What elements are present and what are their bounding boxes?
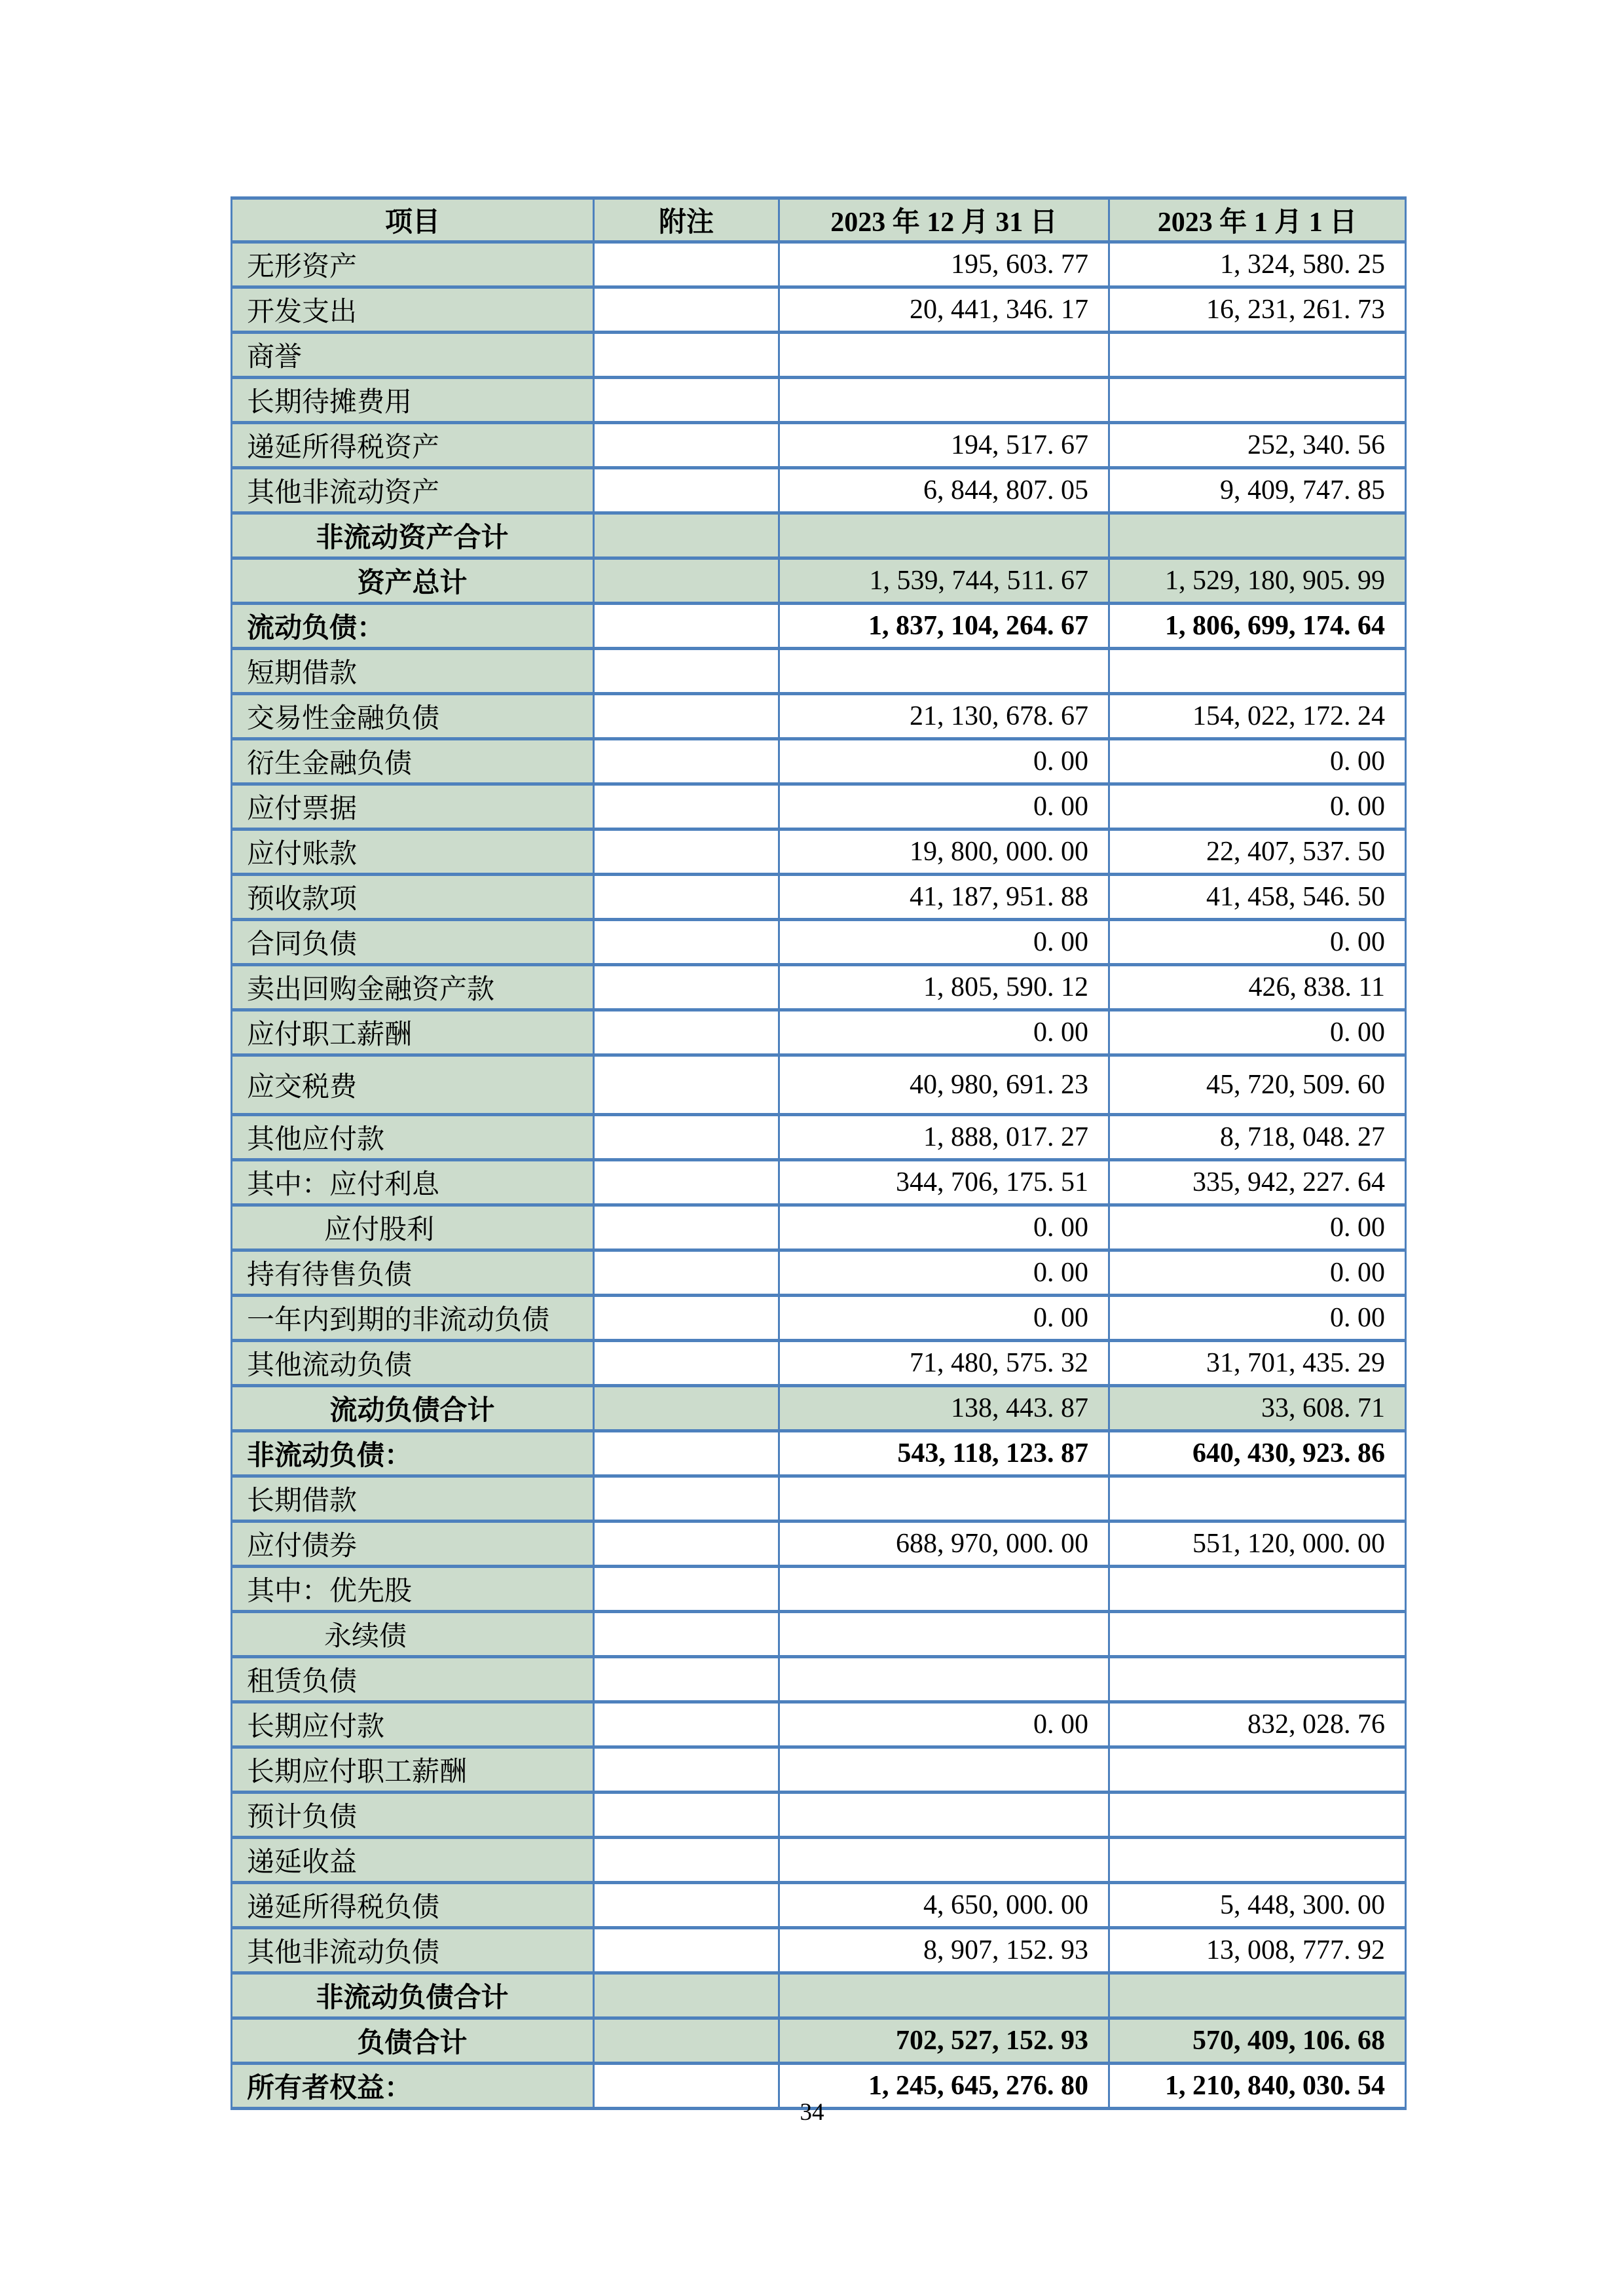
- note-cell: [594, 965, 779, 1010]
- value-cell-prior: [1109, 1567, 1406, 1612]
- value-cell-current: 194, 517. 67: [779, 423, 1109, 468]
- value-cell-current: 1, 539, 744, 511. 67: [779, 558, 1109, 604]
- value-cell-current: [779, 1973, 1109, 2018]
- value-cell-current: 0. 00: [779, 784, 1109, 829]
- note-cell: [594, 694, 779, 739]
- table-row: [232, 739, 1406, 784]
- value-cell-prior: 5, 448, 300. 00: [1109, 1883, 1406, 1928]
- col-header-date-prior: 2023 年 1 月 1 日: [1109, 198, 1406, 242]
- note-cell: [594, 1973, 779, 2018]
- value-cell-prior: 0. 00: [1109, 784, 1406, 829]
- row-label-cell: 其他非流动负债: [232, 1928, 594, 1973]
- row-label-cell: 其他非流动资产: [232, 468, 594, 513]
- table-body: [232, 242, 1406, 2109]
- table-row: [232, 513, 1406, 558]
- col-header-note: 附注: [594, 198, 779, 242]
- table-row: [232, 784, 1406, 829]
- table-row: [232, 1296, 1406, 1341]
- row-label-cell: 流动负债：: [232, 604, 594, 649]
- value-cell-current: 21, 130, 678. 67: [779, 694, 1109, 739]
- value-cell-prior: [1109, 1657, 1406, 1702]
- value-cell-prior: 0. 00: [1109, 1010, 1406, 1055]
- note-cell: [594, 1883, 779, 1928]
- value-cell-prior: 13, 008, 777. 92: [1109, 1928, 1406, 1973]
- value-cell-current: [779, 649, 1109, 694]
- value-cell-current: 1, 888, 017. 27: [779, 1115, 1109, 1160]
- value-cell-prior: [1109, 1793, 1406, 1838]
- row-label-cell: 应交税费: [232, 1055, 594, 1115]
- value-cell-current: 40, 980, 691. 23: [779, 1055, 1109, 1115]
- value-cell-current: 19, 800, 000. 00: [779, 829, 1109, 875]
- value-cell-prior: 33, 608. 71: [1109, 1386, 1406, 1431]
- value-cell-prior: [1109, 333, 1406, 378]
- table-row: [232, 965, 1406, 1010]
- note-cell: [594, 1010, 779, 1055]
- value-cell-current: 138, 443. 87: [779, 1386, 1109, 1431]
- row-label-cell: 合同负债: [232, 920, 594, 965]
- table-row: [232, 1883, 1406, 1928]
- note-cell: [594, 1612, 779, 1657]
- value-cell-current: 0. 00: [779, 1205, 1109, 1250]
- balance-sheet-table: [231, 196, 1407, 2110]
- value-cell-prior: 1, 324, 580. 25: [1109, 242, 1406, 287]
- row-label-cell: 商誉: [232, 333, 594, 378]
- note-cell: [594, 1747, 779, 1793]
- table-row: [232, 1838, 1406, 1883]
- value-cell-prior: 22, 407, 537. 50: [1109, 829, 1406, 875]
- value-cell-prior: 8, 718, 048. 27: [1109, 1115, 1406, 1160]
- col-header-date-current: 2023 年 12 月 31 日: [779, 198, 1109, 242]
- table-row: [232, 920, 1406, 965]
- row-label-cell: 开发支出: [232, 287, 594, 333]
- row-label-cell: 资产总计: [232, 558, 594, 604]
- note-cell: [594, 829, 779, 875]
- note-cell: [594, 920, 779, 965]
- value-cell-current: 0. 00: [779, 739, 1109, 784]
- row-label-cell: 应付账款: [232, 829, 594, 875]
- table-row: [232, 1476, 1406, 1522]
- table-row: [232, 604, 1406, 649]
- row-label-cell: 长期应付职工薪酬: [232, 1747, 594, 1793]
- note-cell: [594, 378, 779, 423]
- row-label-cell: 交易性金融负债: [232, 694, 594, 739]
- value-cell-prior: 0. 00: [1109, 1205, 1406, 1250]
- row-label-cell: 负债合计: [232, 2018, 594, 2064]
- value-cell-current: 702, 527, 152. 93: [779, 2018, 1109, 2064]
- note-cell: [594, 333, 779, 378]
- table-row: [232, 1115, 1406, 1160]
- value-cell-current: [779, 1838, 1109, 1883]
- value-cell-current: [779, 513, 1109, 558]
- row-label-cell: 应付股利: [232, 1205, 594, 1250]
- table-header-row: [232, 198, 1406, 242]
- note-cell: [594, 1250, 779, 1296]
- table-row: [232, 875, 1406, 920]
- table-row: [232, 1250, 1406, 1296]
- col-header-item: 项目: [232, 198, 594, 242]
- value-cell-current: 0. 00: [779, 1702, 1109, 1747]
- value-cell-current: 6, 844, 807. 05: [779, 468, 1109, 513]
- value-cell-prior: [1109, 1612, 1406, 1657]
- table-row: [232, 558, 1406, 604]
- value-cell-prior: 31, 701, 435. 29: [1109, 1341, 1406, 1386]
- value-cell-current: 0. 00: [779, 920, 1109, 965]
- row-label-cell: 应付职工薪酬: [232, 1010, 594, 1055]
- table-row: [232, 287, 1406, 333]
- note-cell: [594, 1205, 779, 1250]
- value-cell-current: 1, 805, 590. 12: [779, 965, 1109, 1010]
- note-cell: [594, 784, 779, 829]
- note-cell: [594, 287, 779, 333]
- value-cell-current: 8, 907, 152. 93: [779, 1928, 1109, 1973]
- row-label-cell: 应付票据: [232, 784, 594, 829]
- table-row: [232, 1747, 1406, 1793]
- table-row: [232, 1160, 1406, 1205]
- value-cell-prior: [1109, 513, 1406, 558]
- note-cell: [594, 1838, 779, 1883]
- note-cell: [594, 1115, 779, 1160]
- value-cell-prior: 1, 806, 699, 174. 64: [1109, 604, 1406, 649]
- note-cell: [594, 1522, 779, 1567]
- value-cell-prior: [1109, 649, 1406, 694]
- note-cell: [594, 468, 779, 513]
- value-cell-current: [779, 1747, 1109, 1793]
- value-cell-current: 20, 441, 346. 17: [779, 287, 1109, 333]
- row-label-cell: 长期借款: [232, 1476, 594, 1522]
- row-label-cell: 其他应付款: [232, 1115, 594, 1160]
- table-row: [232, 242, 1406, 287]
- value-cell-prior: 426, 838. 11: [1109, 965, 1406, 1010]
- page-number: 34: [800, 2099, 824, 2126]
- table-row: [232, 1612, 1406, 1657]
- note-cell: [594, 2018, 779, 2064]
- value-cell-prior: 0. 00: [1109, 920, 1406, 965]
- table-row: [232, 1973, 1406, 2018]
- table-row: [232, 1567, 1406, 1612]
- row-label-cell: 预收款项: [232, 875, 594, 920]
- value-cell-current: [779, 1567, 1109, 1612]
- value-cell-prior: 41, 458, 546. 50: [1109, 875, 1406, 920]
- row-label-cell: 长期待摊费用: [232, 378, 594, 423]
- value-cell-current: 4, 650, 000. 00: [779, 1883, 1109, 1928]
- value-cell-current: [779, 1612, 1109, 1657]
- value-cell-current: 41, 187, 951. 88: [779, 875, 1109, 920]
- value-cell-current: 543, 118, 123. 87: [779, 1431, 1109, 1476]
- note-cell: [594, 1296, 779, 1341]
- note-cell: [594, 1567, 779, 1612]
- note-cell: [594, 558, 779, 604]
- row-label-cell: 递延收益: [232, 1838, 594, 1883]
- value-cell-current: [779, 1476, 1109, 1522]
- table-row: [232, 694, 1406, 739]
- row-label-cell: 衍生金融负债: [232, 739, 594, 784]
- value-cell-prior: 45, 720, 509. 60: [1109, 1055, 1406, 1115]
- value-cell-prior: 1, 210, 840, 030. 54: [1109, 2064, 1406, 2109]
- row-label-cell: 递延所得税负债: [232, 1883, 594, 1928]
- table-row: [232, 468, 1406, 513]
- table-row: [232, 1928, 1406, 1973]
- value-cell-current: [779, 378, 1109, 423]
- value-cell-current: [779, 333, 1109, 378]
- value-cell-current: 1, 245, 645, 276. 80: [779, 2064, 1109, 2109]
- value-cell-current: 195, 603. 77: [779, 242, 1109, 287]
- note-cell: [594, 1431, 779, 1476]
- value-cell-current: 0. 00: [779, 1296, 1109, 1341]
- table-row: [232, 1702, 1406, 1747]
- table-row: [232, 1205, 1406, 1250]
- value-cell-prior: 832, 028. 76: [1109, 1702, 1406, 1747]
- note-cell: [594, 1928, 779, 1973]
- table-row: [232, 2018, 1406, 2064]
- value-cell-prior: 570, 409, 106. 68: [1109, 2018, 1406, 2064]
- note-cell: [594, 1476, 779, 1522]
- value-cell-prior: 0. 00: [1109, 1250, 1406, 1296]
- row-label-cell: 短期借款: [232, 649, 594, 694]
- note-cell: [594, 875, 779, 920]
- note-cell: [594, 739, 779, 784]
- note-cell: [594, 1055, 779, 1115]
- value-cell-current: [779, 1657, 1109, 1702]
- table-row: [232, 423, 1406, 468]
- note-cell: [594, 1386, 779, 1431]
- value-cell-prior: 0. 00: [1109, 739, 1406, 784]
- value-cell-current: 1, 837, 104, 264. 67: [779, 604, 1109, 649]
- row-label-cell: 一年内到期的非流动负债: [232, 1296, 594, 1341]
- row-label-cell: 非流动负债合计: [232, 1973, 594, 2018]
- row-label-cell: 递延所得税资产: [232, 423, 594, 468]
- row-label-cell: 租赁负债: [232, 1657, 594, 1702]
- value-cell-prior: 9, 409, 747. 85: [1109, 468, 1406, 513]
- row-label-cell: 永续债: [232, 1612, 594, 1657]
- note-cell: [594, 1657, 779, 1702]
- table-row: [232, 1010, 1406, 1055]
- value-cell-prior: [1109, 1476, 1406, 1522]
- row-label-cell: 应付债券: [232, 1522, 594, 1567]
- table-row: [232, 1341, 1406, 1386]
- note-cell: [594, 1702, 779, 1747]
- value-cell-prior: [1109, 1838, 1406, 1883]
- note-cell: [594, 242, 779, 287]
- row-label-cell: 其中：应付利息: [232, 1160, 594, 1205]
- value-cell-prior: 0. 00: [1109, 1296, 1406, 1341]
- value-cell-prior: [1109, 1973, 1406, 2018]
- value-cell-prior: [1109, 378, 1406, 423]
- row-label-cell: 持有待售负债: [232, 1250, 594, 1296]
- note-cell: [594, 513, 779, 558]
- row-label-cell: 其他流动负债: [232, 1341, 594, 1386]
- note-cell: [594, 1341, 779, 1386]
- row-label-cell: 非流动负债：: [232, 1431, 594, 1476]
- table-row: [232, 649, 1406, 694]
- row-label-cell: 流动负债合计: [232, 1386, 594, 1431]
- value-cell-prior: 1, 529, 180, 905. 99: [1109, 558, 1406, 604]
- table-row: [232, 1055, 1406, 1115]
- note-cell: [594, 1160, 779, 1205]
- note-cell: [594, 423, 779, 468]
- value-cell-prior: 16, 231, 261. 73: [1109, 287, 1406, 333]
- row-label-cell: 长期应付款: [232, 1702, 594, 1747]
- table-row: [232, 1793, 1406, 1838]
- value-cell-current: 688, 970, 000. 00: [779, 1522, 1109, 1567]
- table-row: [232, 378, 1406, 423]
- table-row: [232, 1522, 1406, 1567]
- value-cell-prior: 640, 430, 923. 86: [1109, 1431, 1406, 1476]
- value-cell-prior: 551, 120, 000. 00: [1109, 1522, 1406, 1567]
- value-cell-current: [779, 1793, 1109, 1838]
- value-cell-prior: [1109, 1747, 1406, 1793]
- value-cell-current: 0. 00: [779, 1250, 1109, 1296]
- value-cell-prior: 154, 022, 172. 24: [1109, 694, 1406, 739]
- table-row: [232, 829, 1406, 875]
- row-label-cell: 所有者权益：: [232, 2064, 594, 2109]
- note-cell: [594, 1793, 779, 1838]
- value-cell-current: 344, 706, 175. 51: [779, 1160, 1109, 1205]
- value-cell-current: 71, 480, 575. 32: [779, 1341, 1109, 1386]
- table-row: [232, 1386, 1406, 1431]
- row-label-cell: 非流动资产合计: [232, 513, 594, 558]
- note-cell: [594, 604, 779, 649]
- value-cell-current: 0. 00: [779, 1010, 1109, 1055]
- table-row: [232, 1657, 1406, 1702]
- row-label-cell: 预计负债: [232, 1793, 594, 1838]
- note-cell: [594, 649, 779, 694]
- value-cell-prior: 252, 340. 56: [1109, 423, 1406, 468]
- table-row: [232, 333, 1406, 378]
- row-label-cell: 无形资产: [232, 242, 594, 287]
- row-label-cell: 其中：优先股: [232, 1567, 594, 1612]
- value-cell-prior: 335, 942, 227. 64: [1109, 1160, 1406, 1205]
- row-label-cell: 卖出回购金融资产款: [232, 965, 594, 1010]
- table-row: [232, 1431, 1406, 1476]
